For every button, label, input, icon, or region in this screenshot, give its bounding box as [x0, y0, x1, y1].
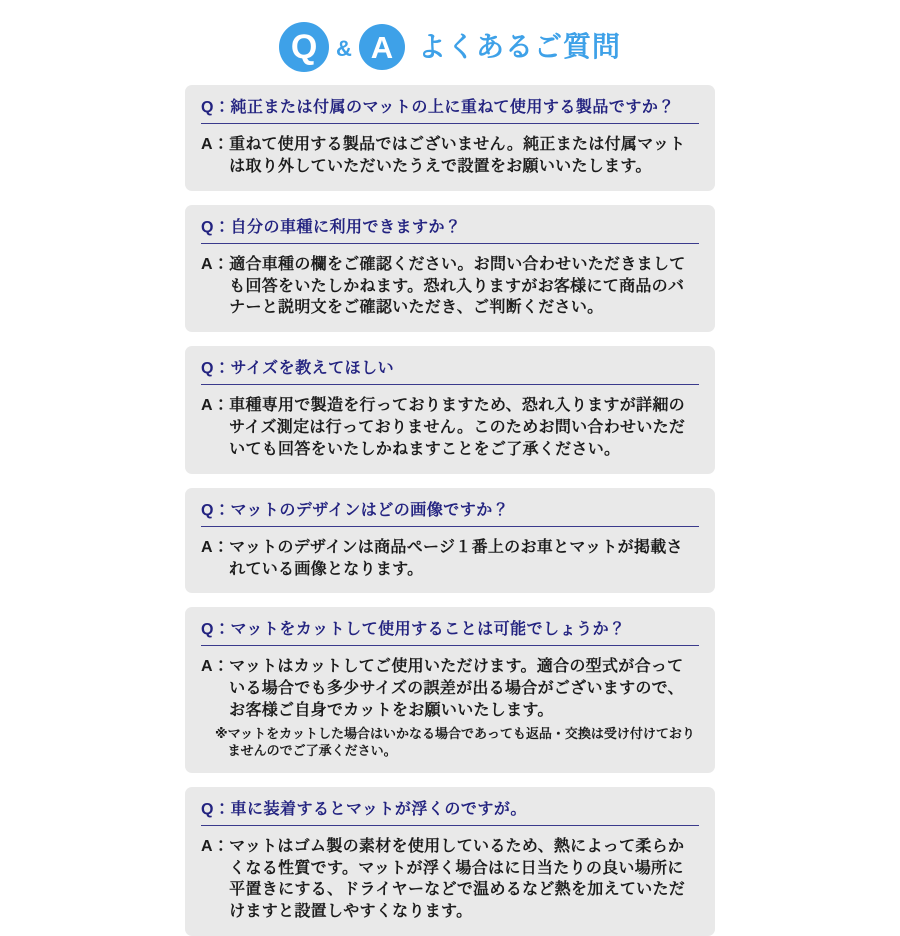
- faq-item-3: [185, 346, 715, 473]
- q-prefix: Q：: [201, 218, 231, 236]
- question-text: マットのデザインはどの画像ですか？: [230, 501, 510, 519]
- q-prefix: Q：: [201, 99, 231, 116]
- faq-item-4: [185, 488, 715, 594]
- faq-question: [201, 359, 699, 378]
- answer-text: マットのデザインは商品ページ１番上のお車とマットが掲載されている画像となります。: [229, 538, 683, 578]
- faq-answer: [201, 134, 699, 178]
- q-prefix: Q：: [201, 621, 231, 639]
- faq-item-6: [185, 787, 715, 936]
- a-circle-icon: [359, 24, 405, 70]
- faq-item-1: [185, 85, 715, 191]
- question-divider: [201, 645, 699, 646]
- faq-answer: [201, 254, 699, 319]
- note-text: マットをカットした場合はいかなる場合であっても返品・交換は受け付けておりませんのでご了承ください。: [227, 725, 695, 759]
- question-divider: [201, 384, 699, 385]
- answer-text: 重ねて使用する製品ではございません。純正または付属マットは取り外していただいたうえで設置をお願いいたします。: [229, 136, 686, 175]
- question-text: 純正または付属のマットの上に重ねて使用する製品ですか？: [230, 99, 675, 116]
- faq-answer: [201, 537, 699, 581]
- faq-question: [201, 620, 699, 639]
- faq-question: [201, 218, 699, 237]
- a-prefix: A：: [201, 397, 230, 415]
- a-circle-letter: A: [370, 29, 394, 65]
- a-prefix: A：: [201, 255, 230, 273]
- faq-question: [201, 800, 699, 819]
- a-prefix: A：: [201, 538, 230, 556]
- faq-item-2: [185, 205, 715, 332]
- faq-answer: [201, 656, 699, 721]
- faq-header: [0, 0, 900, 72]
- question-text: マットをカットして使用することは可能でしょうか？: [230, 621, 626, 639]
- a-prefix: A：: [201, 136, 230, 154]
- note-prefix: ※: [215, 725, 228, 741]
- q-prefix: Q：: [201, 501, 231, 519]
- q-circle-letter: Q: [290, 28, 318, 66]
- faq-question: [201, 501, 699, 520]
- faq-item-5: [185, 607, 715, 773]
- page-title: よくあるご質問: [417, 31, 621, 62]
- faq-answer: [201, 836, 699, 923]
- answer-text: 適合車種の欄をご確認ください。お問い合わせいただきましても回答をいたしかねます。恐れ入りますがお客様にて商品のバナーと説明文をご確認いただき、ご判断ください。: [229, 255, 686, 317]
- question-divider: [201, 243, 699, 244]
- faq-question: [201, 98, 699, 117]
- a-prefix: A：: [201, 658, 230, 676]
- ampersand: &: [336, 36, 352, 61]
- faq-answer: [201, 395, 699, 460]
- a-prefix: A：: [201, 837, 230, 855]
- question-divider: [201, 123, 699, 124]
- q-prefix: Q：: [201, 800, 231, 818]
- answer-text: マットはカットしてご使用いただけます。適合の型式が合っている場合でも多少サイズの誤差が出る場合がございますので、お客様ご自身でカットをお願いいたします。: [229, 658, 684, 719]
- q-prefix: Q：: [201, 360, 231, 378]
- faq-answer-note: [215, 725, 699, 760]
- question-divider: [201, 526, 699, 527]
- answer-text: マットはゴム製の素材を使用しているため、熱によって柔らかくなる性質です。マットが浮く場合はに日当たりの良い場所に平置きにする、ドライヤーなどで温めるなど熱を加えていただけますと設置しやすくなります。: [229, 837, 686, 921]
- question-text: 自分の車種に利用できますか？: [230, 218, 462, 236]
- question-divider: [201, 825, 699, 826]
- question-text: サイズを教えてほしい: [230, 360, 395, 378]
- q-circle-icon: [279, 22, 329, 72]
- answer-text: 車種専用で製造を行っておりますため、恐れ入りますが詳細のサイズ測定は行っておりません。このためお問い合わせいただいても回答をいたしかねますことをご了承ください。: [229, 397, 686, 458]
- faq-list: [185, 85, 715, 936]
- question-text: 車に装着するとマットが浮くのですが。: [230, 800, 527, 818]
